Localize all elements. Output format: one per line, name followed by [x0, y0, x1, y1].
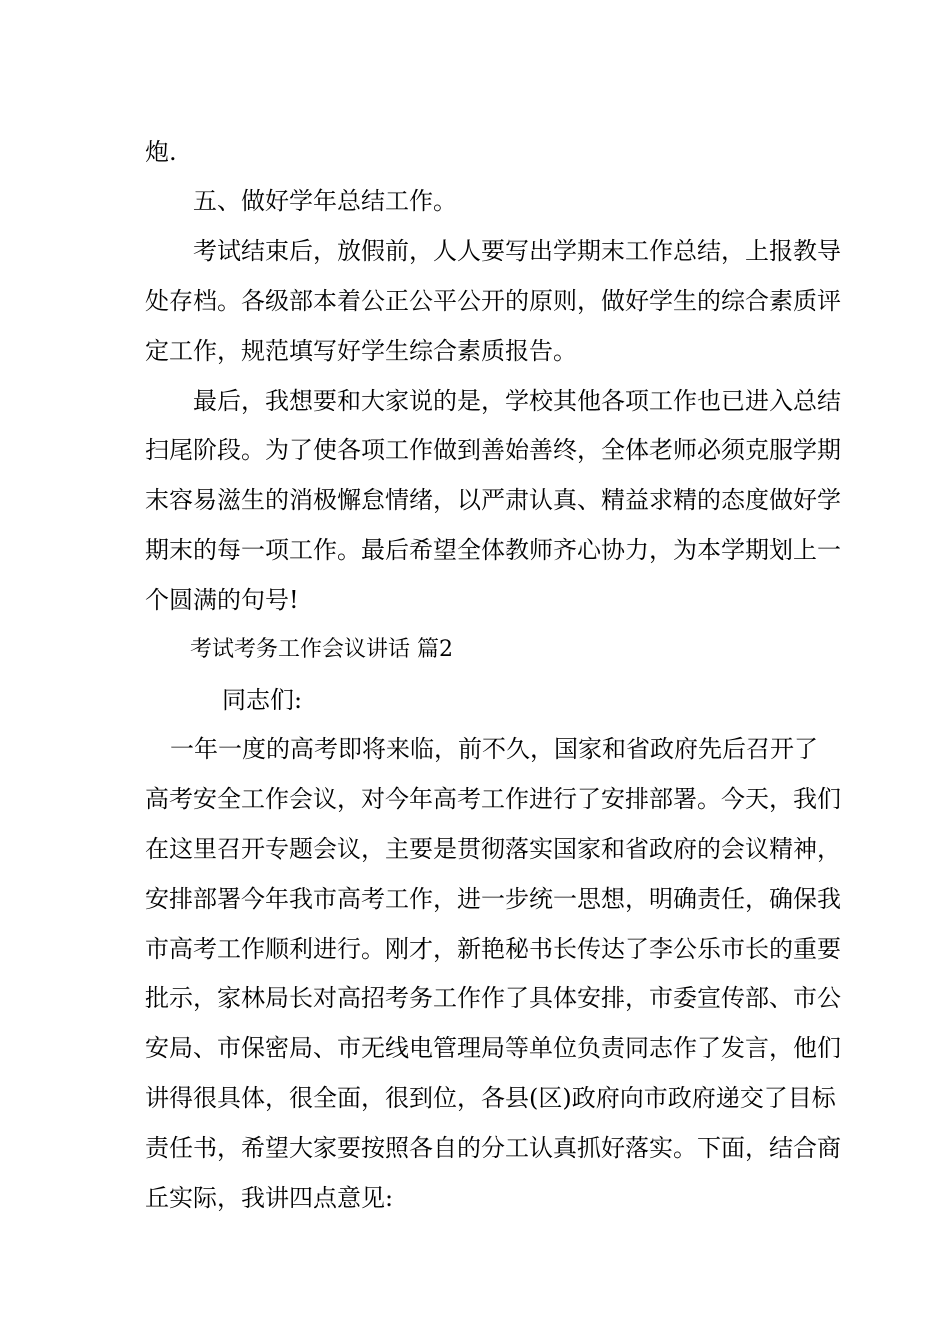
text-line: 定工作，规范填写好学生综合素质报告。 — [145, 337, 577, 365]
text-line: 处存档。各级部本着公正公平公开的原则，做好学生的综合素质评 — [145, 287, 841, 315]
text-line: 在这里召开专题会议，主要是贯彻落实国家和省政府的会议精神， — [145, 835, 841, 863]
text-line: 最后，我想要和大家说的是，学校其他各项工作也已进入总结 — [193, 387, 841, 415]
text-line: 批示，家林局长对高招考务工作作了具体安排，市委宣传部、市公 — [145, 984, 841, 1012]
text-line: 考试结束后，放假前，人人要写出学期末工作总结，上报教导 — [193, 237, 841, 265]
text-line: 责任书，希望大家要按照各自的分工认真抓好落实。下面，结合商 — [145, 1134, 841, 1162]
text-line: 丘实际，我讲四点意见: — [145, 1184, 394, 1212]
text-line: 讲得很具体，很全面，很到位，各县(区)政府向市政府递交了目标 — [145, 1084, 836, 1112]
text-line: 炮. — [145, 138, 177, 166]
text-line: 个圆满的句号! — [145, 586, 299, 614]
text-line: 高考安全工作会议，对今年高考工作进行了安排部署。今天，我们 — [145, 785, 841, 813]
text-line: 期末的每一项工作。最后希望全体教师齐心协力，为本学期划上一 — [145, 536, 841, 564]
text-line: 安局、市保密局、市无线电管理局等单位负责同志作了发言，他们 — [145, 1034, 841, 1062]
greeting: 同志们: — [222, 686, 303, 714]
text-line: 扫尾阶段。为了使各项工作做到善始善终，全体老师必须克服学期 — [145, 436, 841, 464]
text-line: 一年一度的高考即将来临，前不久，国家和省政府先后召开了 — [170, 735, 818, 763]
section-heading: 五、做好学年总结工作。 — [193, 187, 457, 215]
article-title: 考试考务工作会议讲话 篇2 — [190, 637, 453, 662]
text-line: 末容易滋生的消极懈怠情绪，以严肃认真、精益求精的态度做好学 — [145, 486, 841, 514]
text-line: 安排部署今年我市高考工作，进一步统一思想，明确责任，确保我 — [145, 885, 841, 913]
text-line: 市高考工作顺利进行。刚才，新艳秘书长传达了李公乐市长的重要 — [145, 935, 841, 963]
